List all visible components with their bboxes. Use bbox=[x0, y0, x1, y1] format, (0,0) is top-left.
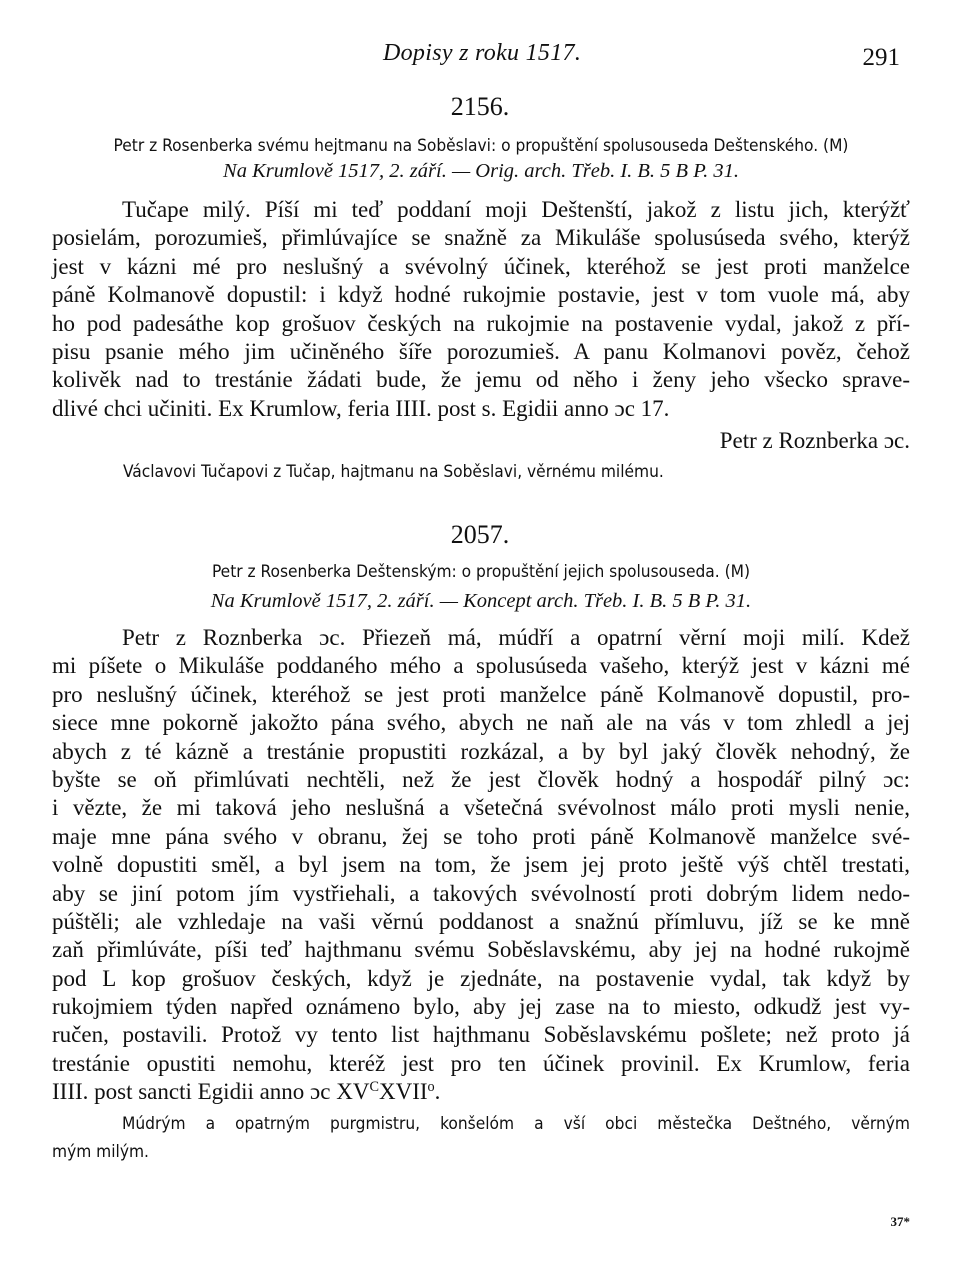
text-line: mi píšete o Mikuláše poddaného mého a spolusúseda vašeho, kterýž jest v kázni mé bbox=[52, 653, 910, 679]
address-line: Múdrým a opatrným purgmistru, konšelóm a vší obci městečka Deštného, věrným bbox=[122, 1114, 910, 1134]
text-line: pod L kop grošuov českých, když je zjednáte, na postavenie vydal, tak když by bbox=[52, 965, 910, 991]
final-line-text: IIII. post sancti Egidii anno ɔc XV bbox=[52, 1079, 370, 1105]
letter-2057-body bbox=[52, 624, 910, 1107]
year-superscript-o: o bbox=[427, 1079, 435, 1096]
letter-2057-address bbox=[52, 1110, 910, 1166]
letter-2057-regest: Petr z Rosenberka Deštenským: o propuštění jejich spolusouseda. (M) bbox=[211, 562, 751, 582]
letter-number-2156: 2156. bbox=[450, 92, 510, 121]
letter-2156-dating: Na Krumlově 1517, 2. září. — Orig. arch. Třeb. I. B. 5 B P. 31. bbox=[223, 160, 739, 182]
running-title: Dopisy z roku 1517. bbox=[383, 40, 582, 66]
text-line: abych z té kázně a trestánie propustiti rozkázal, a by byl jaký člověk nehodný, že bbox=[52, 738, 910, 764]
running-head bbox=[0, 38, 960, 72]
letter-2156-address: Václavovi Tučapovi z Tučap, hajtmanu na Soběslavi, věrnému milému. bbox=[123, 462, 664, 482]
letter-number-2057: 2057. bbox=[450, 520, 510, 549]
text-line: púštěli; ale vzhledaje na vaši věrnú poddanost a snažnú přímluvu, jíž se ke mně bbox=[52, 908, 910, 934]
text-line: pro neslušný účinek, kteréhož se jest proti manželce páně Kolmanově dopustil, pro- bbox=[52, 681, 910, 707]
text-line-final bbox=[52, 1078, 910, 1106]
text-line: i vězte, že mi taková jeho neslušná a všetečná svévolnost málo proti mysli nenie, bbox=[52, 795, 910, 821]
year-end: . bbox=[434, 1079, 441, 1105]
text-line: kolivěk nad to trestánie žádati bude, že jemu od něho i ženy jeho všecko sprave- bbox=[52, 367, 910, 393]
text-line: zaň přimlúváte, píši teď hajthmanu svému Soběslavskému, aby jej na hodné rukojmě bbox=[52, 937, 910, 963]
text-line: jest v kázni mé pro neslušný a svévolný účinek, kteréhož se jest proti manželce bbox=[52, 253, 910, 279]
year-superscript-c: C bbox=[369, 1079, 379, 1096]
letter-2156-regest: Petr z Rosenberka svému hejtmanu na Soběslavi: o propuštění spolusouseda Deštenského. (M) bbox=[113, 136, 849, 156]
text-line: maje mne pána svého v obranu, žej se toho proti páně Kolmanově manželce své- bbox=[52, 823, 910, 849]
page-number: 291 bbox=[862, 44, 900, 71]
letter-2057-dating: Na Krumlově 1517, 2. září. — Koncept arch. Třeb. I. B. 5 B P. 31. bbox=[210, 590, 752, 612]
text-line: dlivé chci učiniti. Ex Krumlow, feria IIII. post s. Egidii anno ɔc 17. bbox=[52, 395, 670, 421]
text-line: Tučape milý. Píší mi teď poddaní moji Deštenští, jakož z listu jich, kterýžť bbox=[122, 197, 910, 222]
text-line: volně dopustiti směl, a byl jsem na tom, že jsem jej proto ještě výš chtěl trestati, bbox=[52, 852, 910, 878]
text-line: posielám, porozumieš, přimlúvajíce se snažně za Mikuláše spolusúseda svého, kterýž bbox=[52, 225, 910, 251]
text-line: ručen, postavili. Protož vy tento list hajthmanu Soběslavskému pošlete; než proto já bbox=[52, 1022, 910, 1048]
text-line: páně Kolmanově dopustil: i když hodné rukojmie postavie, jest v tom vuole má, aby bbox=[52, 282, 910, 308]
year-middle: XVII bbox=[378, 1079, 428, 1105]
text-line: byšte se oň přimlúvati nechtěli, než že jest člověk hodný a hospodář pilný ɔc: bbox=[52, 766, 910, 792]
address-line: mým milým. bbox=[52, 1142, 149, 1162]
text-line: siece mne pokorně jakožto pána svého, abych ne naň ale na vás v tom zhledl a jej bbox=[52, 710, 910, 736]
printer-signature-mark: 37* bbox=[890, 1214, 910, 1229]
text-line: ho pod padesáthe kop grošuov českých na rukojmie na postavenie vydal, jakož z pří- bbox=[52, 310, 910, 336]
letter-2156-body bbox=[52, 196, 910, 423]
text-line: Petr z Roznberka ɔc. Přiezeň má, múdří a opatrní věrní moji milí. Kdež bbox=[122, 625, 910, 650]
text-line: trestánie opustiti nemohu, kteréž jest pro ten účinek provinil. Ex Krumlow, feria bbox=[52, 1050, 910, 1076]
text-line: rukojmiem týden napřed oznámeno bylo, aby jej zase na to miesto, odkudž jest vy- bbox=[52, 994, 910, 1020]
text-line: pisu psanie mého jim učiněného šíře porozumieš. A panu Kolmanovi pověz, čehož bbox=[52, 338, 910, 364]
letter-2156-signature: Petr z Roznberka ɔc. bbox=[719, 428, 910, 453]
text-line: aby se jiní potom jím vystřiehali, a takových svévolností proti dobrým lidem nedo- bbox=[52, 880, 910, 906]
